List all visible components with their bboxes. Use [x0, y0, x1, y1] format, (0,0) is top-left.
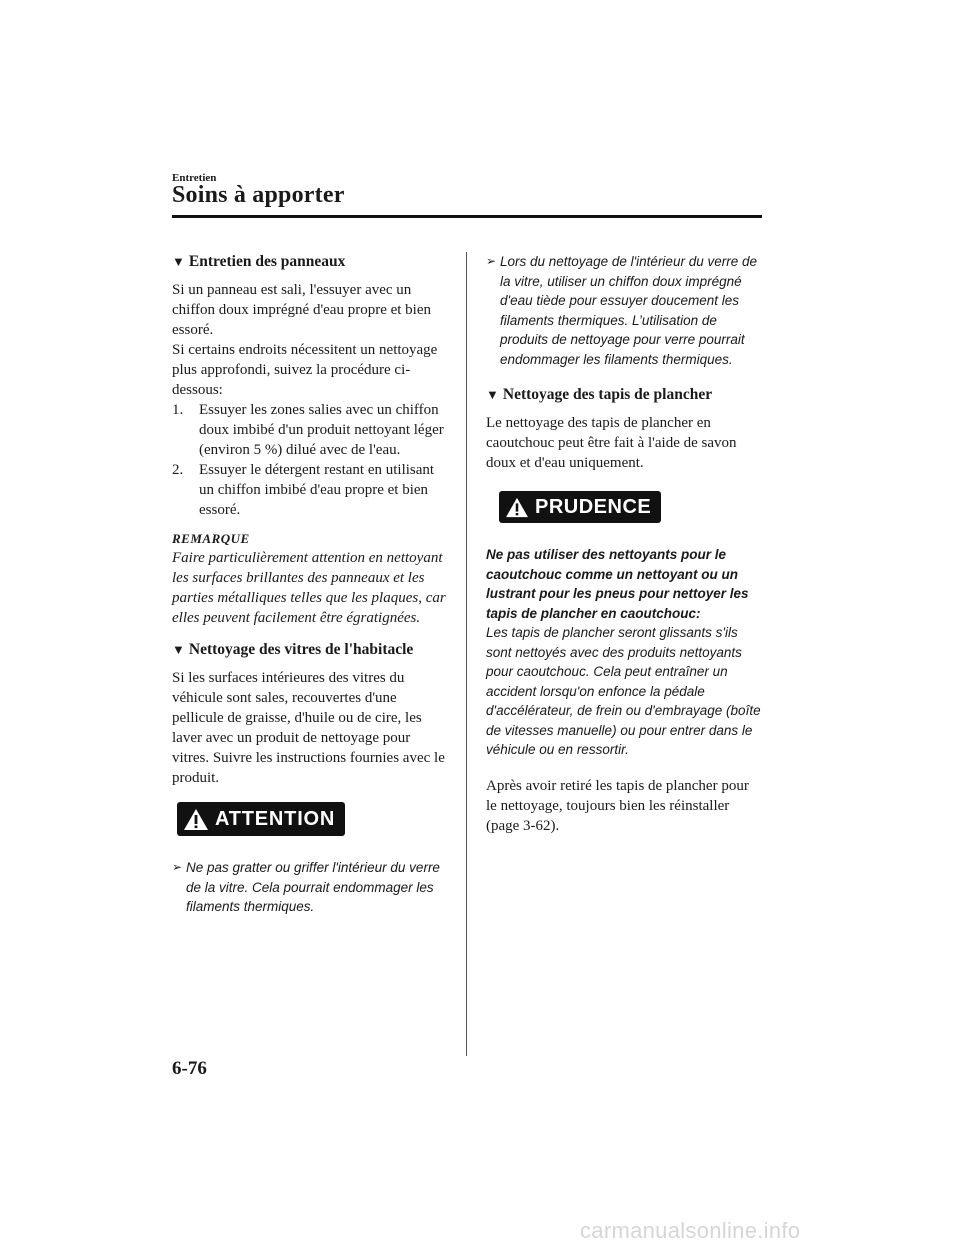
note-text: Faire particulièrement attention en nettoyant les surfaces brillantes des panneaux et les parties métalliques telles que les plaques, car elles peuvent facilement être égratignées. — [172, 550, 446, 626]
prudence-block — [486, 481, 762, 523]
step-text: Essuyer les zones salies avec un chiffon doux imbibé d'un produit nettoyant léger (environ 5 %) dilué avec de l'eau. — [199, 402, 444, 458]
warning-triangle-icon — [505, 497, 529, 518]
attention-label: ATTENTION — [215, 807, 336, 830]
section-heading — [172, 640, 448, 660]
note-title: REMARQUE — [172, 531, 250, 546]
attention-badge — [177, 802, 345, 836]
step-number: 2. — [172, 462, 184, 478]
item-text: Lors du nettoyage de l'intérieur du verre de la vitre, utiliser un chiffon doux imprégné d'eau tiède pour essuyer doucement les filaments thermiques. L’utilisation de produits de nettoyage pour verre pourrait endommager les filaments thermiques. — [500, 254, 757, 367]
attention-block — [172, 796, 448, 836]
column-divider — [466, 252, 467, 1056]
section-label: Entretien — [172, 172, 217, 184]
prudence-badge — [499, 491, 661, 523]
heading-text: Entretien des panneaux — [188, 253, 346, 270]
paragraph: Si un panneau est sali, l'essuyer avec un chiffon doux imprégné d'eau propre et bien essoré. — [172, 282, 432, 338]
paragraph: Le nettoyage des tapis de plancher en caoutchouc peut être fait à l'aide de savon doux et d'eau uniquement. — [486, 415, 737, 471]
header-rule — [172, 215, 762, 218]
triangle-down-icon: ▼ — [486, 387, 499, 402]
left-column — [172, 252, 448, 917]
caution-text: Les tapis de plancher seront glissants s'ils sont nettoyés avec des produits nettoyants pour caoutchouc. Cela peut entraîner un accident lorsqu'on enfonce la pédale d'accélérateur, de frein ou d'embrayage (boîte de vitesses manuelle) ou pour entrer dans le véhicule ou en ressortir. — [486, 625, 761, 757]
page-title: Soins à apporter — [172, 182, 345, 208]
paragraph: Après avoir retiré les tapis de plancher pour le nettoyage, toujours bien les réinstaller (page 3-62). — [486, 777, 749, 834]
section-heading — [486, 385, 762, 405]
item-text: Ne pas gratter ou griffer l'intérieur du verre de la vitre. Cela pourrait endommager les filaments thermiques. — [186, 860, 440, 914]
triangle-down-icon: ▼ — [172, 642, 185, 657]
arrow-bullet-icon: ➢ — [486, 254, 497, 268]
paragraph: Si certains endroits nécessitent un nettoyage plus approfondi, suivez la procédure ci-dessous: — [172, 342, 438, 398]
list-item — [172, 400, 448, 460]
steps-list — [172, 400, 448, 520]
heading-text: Nettoyage des vitres de l'habitacle — [188, 641, 414, 658]
arrow-bullet-icon: ➢ — [172, 860, 183, 874]
list-item — [486, 252, 762, 369]
right-column — [486, 252, 762, 844]
triangle-down-icon: ▼ — [172, 254, 185, 269]
heading-text: Nettoyage des tapis de plancher — [502, 386, 713, 403]
page-number: 6-76 — [172, 1058, 207, 1079]
step-text: Essuyer le détergent restant en utilisant un chiffon imbibé d'eau propre et bien essoré. — [199, 462, 435, 518]
attention-list-continued — [486, 252, 762, 369]
prudence-label: PRUDENCE — [535, 495, 652, 518]
caution-heading: Ne pas utiliser des nettoyants pour le caoutchouc comme un nettoyant ou un lustrant pour les pneus pour nettoyer les tapis de plancher en caoutchouc: — [486, 547, 749, 621]
section-heading — [172, 252, 448, 272]
paragraph: Si les surfaces intérieures des vitres du véhicule sont sales, recouvertes d'une pellicule de graisse, d'huile ou de cire, les laver avec un produit de nettoyage pour vitres. Suivre les instructions fournies avec le produit. — [172, 670, 445, 786]
watermark: carmanualsonline.info — [580, 1218, 801, 1243]
warning-triangle-icon — [183, 808, 209, 831]
list-item — [172, 858, 448, 917]
list-item — [172, 460, 448, 520]
step-number: 1. — [172, 402, 184, 418]
attention-list — [172, 858, 448, 917]
